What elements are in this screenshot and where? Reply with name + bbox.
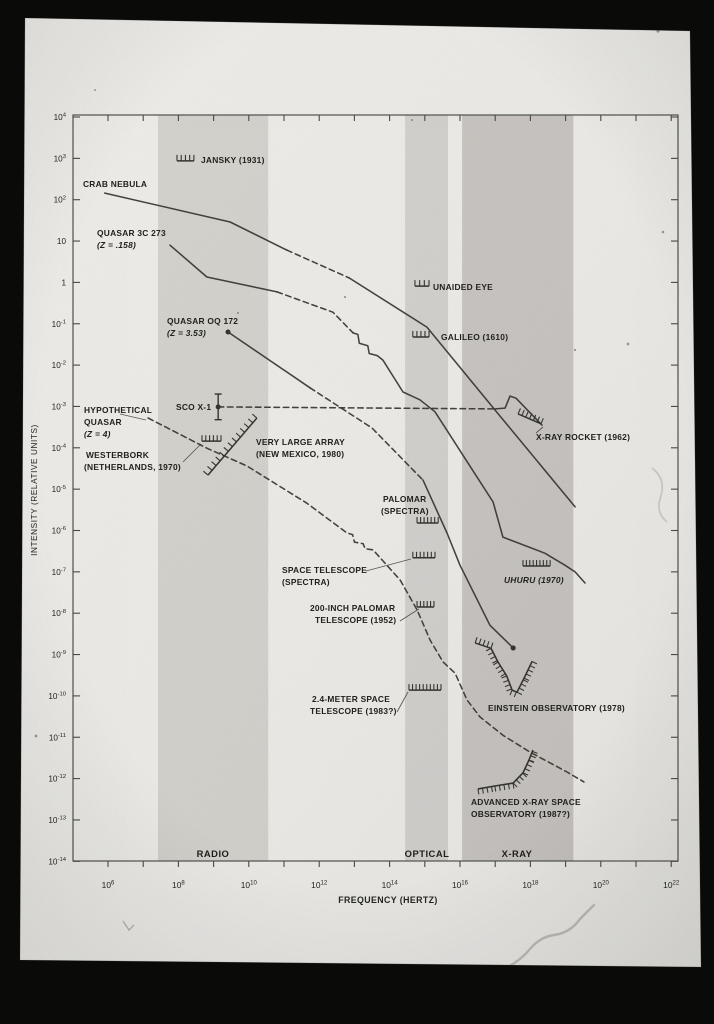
photo-vignette — [20, 18, 701, 967]
